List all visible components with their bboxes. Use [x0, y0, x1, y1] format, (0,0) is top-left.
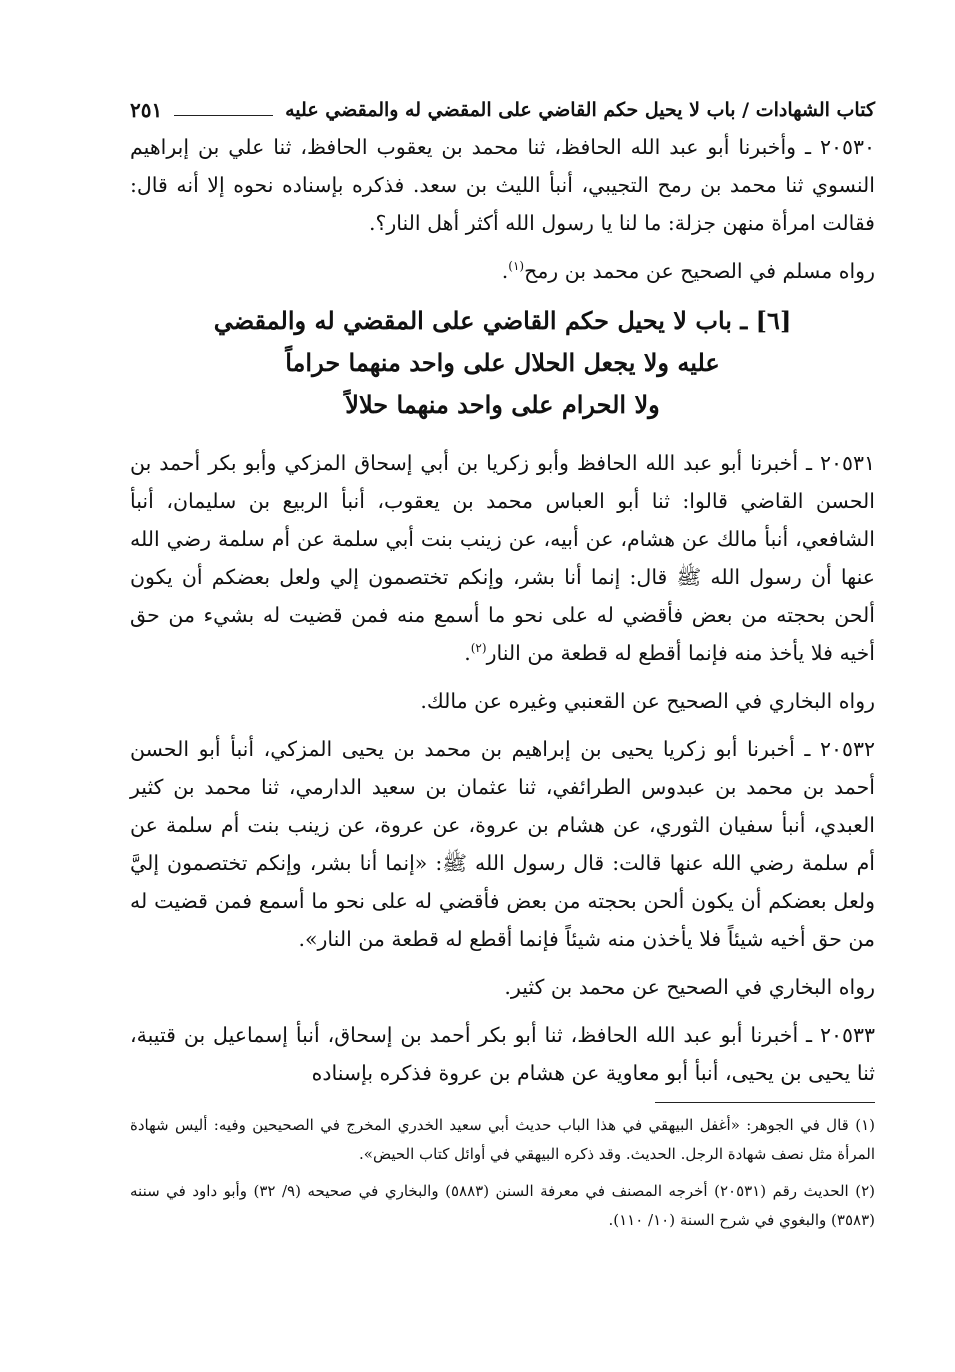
- hadith-20532-text: ٢٠٥٣٢ ـ أخبرنا أبو زكريا يحيى بن إبراهيم بن محمد بن يحيى المزكي، أنبأ أبو الحسن أحمد بن محمد بن عبدوس الطرائفي، ثنا عثمان بن سعيد الدارمي، ثنا محمد بن كثير العبدي، أنبأ سفيان الثوري، عن هشام بن عروة، عن عروة، عن زينب بنت أم سلمة عن أم سلمة رضي الله عنها قالت: قال رسول الله ﷺ: «إنما أنا بشر، وإنكم تختصمون إليَّ ولعل بعضكم أن يكون ألحن بحجته من بعض فأقضي له على نحو ما أسمع فمن قضيت له من حق أخيه شيئاً فلا يأخذن منه شيئاً فإنما أقطع له قطعة من النار».: [130, 737, 875, 951]
- footnote-separator: [655, 1102, 875, 1103]
- hadith-20530: [130, 128, 875, 242]
- hadith-20533-text: ٢٠٥٣٣ ـ أخبرنا أبو عبد الله الحافظ، ثنا أبو بكر أحمد بن إسحاق، أنبأ إسماعيل بن قتيبة، ثنا يحيى بن يحيى، أنبأ أبو معاوية عن هشام بن عروة فذكره بإسناده: [130, 1023, 875, 1085]
- narration-note-bukhari-1: [130, 682, 875, 720]
- narration-note-bukhari-2: [130, 968, 875, 1006]
- page-body: [130, 128, 875, 1235]
- narration-note-muslim: [130, 252, 875, 290]
- narration-note-bukhari-1-text: رواه البخاري في الصحيح عن القعنبي وغيره عن مالك.: [420, 689, 875, 713]
- hadith-20531: [130, 444, 875, 672]
- header-rule: [174, 115, 273, 116]
- page-number: ٢٥١: [130, 98, 163, 122]
- narration-note-bukhari-2-text: رواه البخاري في الصحيح عن محمد بن كثير.: [504, 975, 875, 999]
- footnote-1: [130, 1111, 875, 1169]
- hadith-20530-text: ٢٠٥٣٠ ـ وأخبرنا أبو عبد الله الحافظ، ثنا محمد بن يعقوب الحافظ، ثنا علي بن إبراهيم النسوي ثنا محمد بن رمح التجيبي، أنبأ الليث بن سعد. فذكره بإسناده نحوه إلا أنه قال: فقالت امرأة منهن جزلة: ما لنا يا رسول الله أكثر أهل النار؟.: [130, 135, 875, 235]
- header-title: كتاب الشهادات / باب لا يحيل حكم القاضي على المقضي له والمقضي عليه: [285, 99, 875, 121]
- footnote-1-text: (١) قال في الجوهر: «أغفل البيهقي في هذا الباب حديث أبي سعيد الخدري المخرج في الصحيحين وفيه: أليس شهادة المرأة مثل نصف شهادة الرجل. الحديث. وقد ذكره البيهقي في أوائل كتاب الحيض».: [130, 1116, 875, 1163]
- book-page: [130, 86, 875, 1243]
- running-header: [130, 86, 875, 124]
- footnote-ref-2: (٢): [470, 641, 487, 656]
- hadith-20533: [130, 1016, 875, 1092]
- footnote-ref-1: (١): [508, 259, 525, 274]
- chapter-heading-line-1: [٦] ـ باب لا يحيل حكم القاضي على المقضي له والمقضي: [213, 306, 792, 335]
- narration-note-muslim-text: رواه مسلم في الصحيح عن محمد بن رمح: [524, 259, 875, 283]
- footnote-2-text: (٢) الحديث رقم (٢٠٥٣١) أخرجه المصنف في معرفة السنن (٥٨٨٣) والبخاري في صحيحه (٩/ ٣٢) وأبو داود في سننه (٣٥٨٣) والبغوي في شرح السنة (١٠/ ١١٠).: [130, 1182, 876, 1229]
- hadith-20532: [130, 730, 875, 958]
- chapter-heading: [170, 300, 835, 426]
- hadith-20531-end: .: [464, 641, 471, 665]
- footnote-2: [130, 1177, 875, 1235]
- chapter-heading-line-3: ولا الحرام على واحد منهما حلالاً: [345, 390, 660, 419]
- hadith-20531-text: ٢٠٥٣١ ـ أخبرنا أبو عبد الله الحافظ وأبو زكريا بن أبي إسحاق المزكي وأبو بكر أحمد بن الحسن القاضي قالوا: ثنا أبو العباس محمد بن يعقوب، أنبأ الربيع بن سليمان، أنبأ الشافعي، أنبأ مالك عن هشام، عن أبيه، عن زينب بنت أبي سلمة عن أم سلمة رضي الله عنها أن رسول الله ﷺ قال: إنما أنا بشر، وإنكم تختصمون إلي ولعل بعضكم أن يكون ألحن بحجته من بعض فأقضي له على نحو ما أسمع منه فمن قضيت له بشيء من حق أخيه فلا يأخذ منه فإنما أقطع له قطعة من النار: [130, 451, 875, 665]
- narration-note-muslim-end: .: [501, 259, 509, 283]
- chapter-heading-line-2: عليه ولا يجعل الحلال على واحد منهما حراماً: [285, 348, 720, 377]
